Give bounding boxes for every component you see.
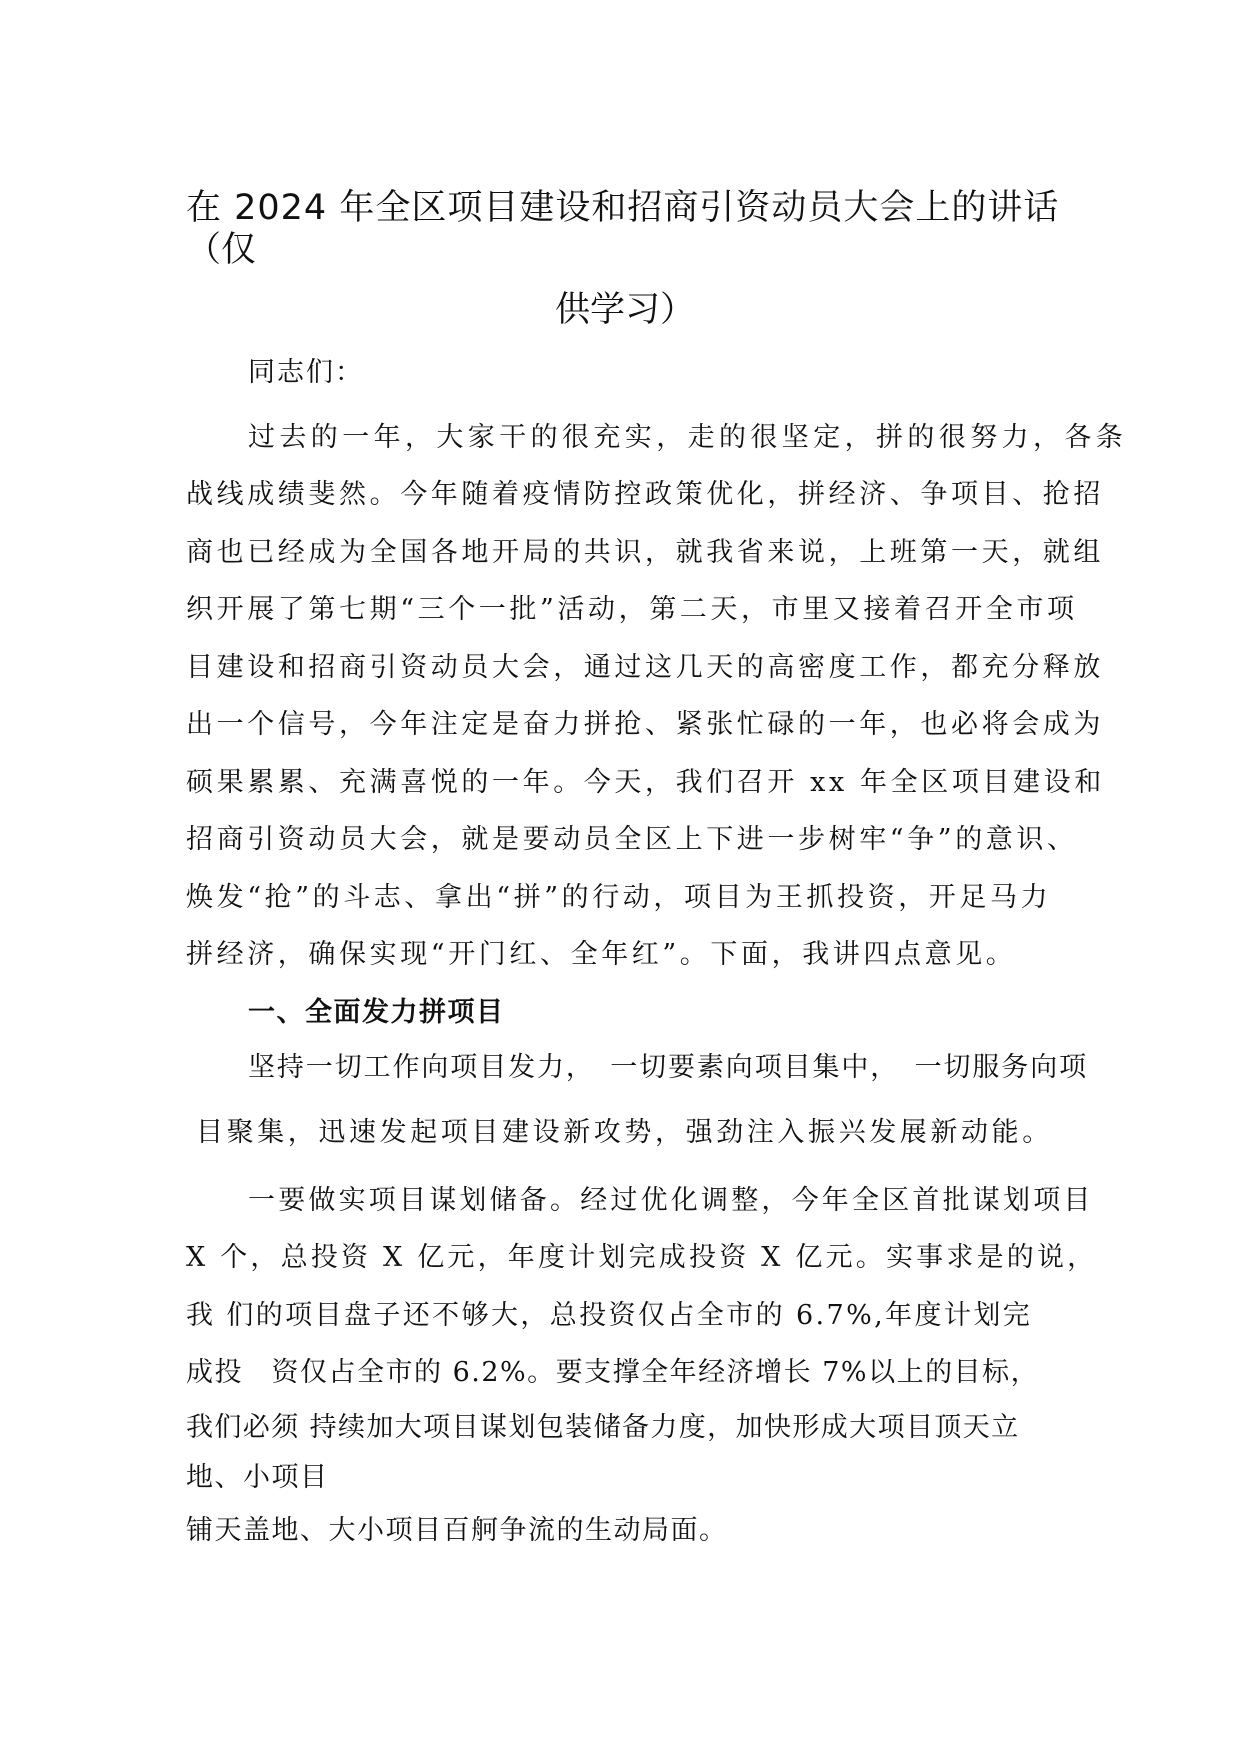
point-line: 铺天盖地、大小项目百舸争流的生动局面。 <box>186 1515 728 1546</box>
intro-line: 目建设和招商引资动员大会，通过这几天的高密度工作，都充分释放 <box>186 652 1104 683</box>
document-title-line1: 在 2024 年全区项目建设和招商引资动员大会上的讲话 <box>186 188 1060 228</box>
point-line: 我 们的项目盘子还不够大，总投资仅占全市的 6.7%,年度计划完 <box>186 1300 1033 1331</box>
point-line: 一要做实项目谋划储备。经过优化调整，今年全区首批谋划项目 <box>248 1185 1094 1216</box>
section-heading: 一、全面发力拼项目 <box>248 997 505 1028</box>
intro-line: 招商引资动员大会，就是要动员全区上下进一步树牢“争”的意识、 <box>186 824 1078 855</box>
intro-line: 拼经济，确保实现“开门红、全年红”。下面，我讲四点意见。 <box>186 939 1017 970</box>
intro-line: 织开展了第七期“三个一批”活动，第二天，市里又接着召开全市项 <box>186 594 1078 625</box>
intro-line: 硕果累累、充满喜悦的一年。今天，我们召开 xx 年全区项目建设和 <box>186 767 1105 798</box>
document-title-line3: 供学习） <box>555 290 696 330</box>
point-line: X 个，总投资 X 亿元，年度计划完成投资 X 亿元。实事求是的说， <box>186 1242 1098 1273</box>
document-title-line2: （仅 <box>186 230 257 270</box>
salutation: 同志们： <box>248 357 364 388</box>
section-lead-line: 坚持一切工作向项目发力， 一切要素向项目集中， 一切服务向项 <box>248 1052 1088 1083</box>
point-line: 成投 资仅占全市的 6.2%。要支撑全年经济增长 7%以上的目标， <box>186 1357 1040 1388</box>
intro-line: 焕发“抢”的斗志、拿出“拼”的行动，项目为王抓投资，开足马力 <box>186 882 1052 913</box>
intro-line: 战线成绩斐然。今年随着疫情防控政策优化，拼经济、争项目、抢招 <box>186 479 1104 510</box>
intro-line: 过去的一年，大家干的很充实，走的很坚定，拼的很努力，各条 <box>248 422 1128 453</box>
point-line: 我们必须 持续加大项目谋划包装储备力度，加快形成大项目顶天立 <box>186 1412 1020 1443</box>
intro-line: 出一个信号，今年注定是奋力拼抢、紧张忙碌的一年，也必将会成为 <box>186 709 1104 740</box>
section-lead-line: 目聚集，迅速发起项目建设新攻势，强劲注入振兴发展新动能。 <box>196 1117 1053 1148</box>
intro-line: 商也已经成为全国各地开局的共识，就我省来说，上班第一天，就组 <box>186 537 1104 568</box>
point-line: 地、小项目 <box>186 1462 329 1493</box>
